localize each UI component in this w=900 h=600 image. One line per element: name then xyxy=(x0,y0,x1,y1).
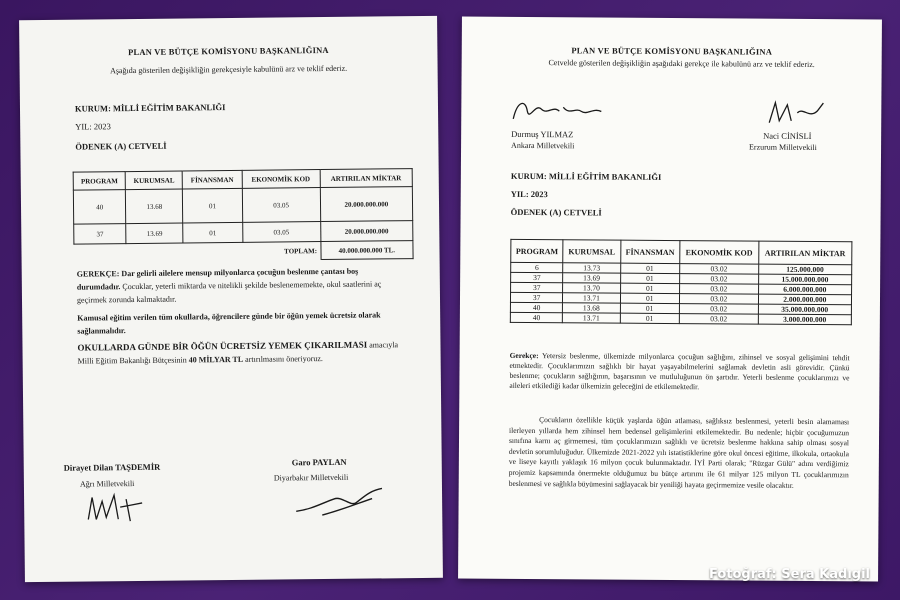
header-cell: EKONOMİK KOD xyxy=(242,170,320,189)
right-paragraph-2: Çocukların özellikle küçük yaşlarda öğün atlaması, sağlıksız beslenmesi, yeterli besin alamaması ilerleyen yıllarda hem zihinsel hem bedensel gelişimlerini etkilemektedir. Bu nedenle; hiçbir çocuğumuzun sınıfına karnı aç girmemesi, tüm çocuklarımızın sağlıklı ve ücretsiz beslenme hakkına sahip olması sosyal devletin sorumluluğudur. Ülkemizde 2021-2022 yılı istatistiklerine göre okul öncesi eğitime, ilkokula, ortaokula ve liseye kayıtlı yaklaşık 16 milyon çocuk bulunmaktadır. İYİ Parti olarak; "Rüzgar Gülü" adını verdiğimiz projemiz kapsamında önermekte olduğumuz bu bütçe artırımı ile 61 milyar 125 milyon TL çocuklarımızın beslenmesi ve sağlıkla büyümesini sağlayacak bir yeniliği hayata geçirmemize vesile olacaktır. xyxy=(508,415,850,490)
table-cell: 03.02 xyxy=(680,264,759,275)
table-cell: 13.68 xyxy=(563,303,620,313)
table-cell: 37 xyxy=(511,272,563,282)
header-cell: KURUMSAL xyxy=(563,240,620,263)
header-cell: KURUMSAL xyxy=(125,171,182,190)
table-cell: 13.70 xyxy=(563,283,620,293)
table-row xyxy=(73,187,412,225)
table-cell: 03.05 xyxy=(242,188,320,223)
right-year: YIL: 2023 xyxy=(510,188,548,200)
signature-image xyxy=(292,480,402,521)
table-cell: 13.68 xyxy=(126,189,183,224)
table-cell: 40 xyxy=(510,312,562,322)
signatory-name: Durmuş YILMAZ xyxy=(511,128,574,140)
table-cell: 01 xyxy=(183,188,243,223)
left-appropriation-table xyxy=(73,168,414,263)
left-commission-title: PLAN VE BÜTÇE KOMİSYONU BAŞKANLIĞINA xyxy=(128,44,329,58)
table-cell: 03.02 xyxy=(679,304,758,315)
left-paragraph-2: Kamusal eğitim verilen tüm okullarda, öğrencilere günde bir öğün yemek ücretsiz olarak sağlanmalıdır. xyxy=(77,310,381,336)
signatory-name: Garo PAYLAN xyxy=(291,456,347,468)
table-cell: 37 xyxy=(74,224,127,245)
right-institution: KURUM: MİLLİ EĞİTİM BAKANLIĞI xyxy=(510,170,662,182)
header-cell: PROGRAM xyxy=(73,172,126,191)
table-cell: 01 xyxy=(620,303,680,313)
table-cell: 40 xyxy=(73,190,126,225)
right-table-heading: ÖDENEK (A) CETVELİ xyxy=(510,206,602,218)
signature-image xyxy=(761,95,831,129)
table-cell: 35.000.000.000 xyxy=(758,304,851,315)
signature-image xyxy=(507,93,607,128)
table-cell: 15.000.000.000 xyxy=(758,274,851,285)
photo-credit: Fotoğraf: Sera Kadıgil xyxy=(708,567,870,582)
header-cell: ARTIRILAN MİKTAR xyxy=(758,241,852,265)
table-cell: 40 xyxy=(510,302,562,312)
table-cell: 03.05 xyxy=(242,222,320,243)
table-cell: 01 xyxy=(620,293,680,303)
right-commission-title: PLAN VE BÜTÇE KOMİSYONU BAŞKANLIĞINA xyxy=(571,45,773,57)
header-cell: PROGRAM xyxy=(511,239,564,262)
header-cell: ARTIRILAN MİKTAR xyxy=(320,169,413,188)
table-header-row xyxy=(511,239,852,264)
total-label: TOPLAM: xyxy=(74,242,321,263)
header-cell: FİNANSMAN xyxy=(182,170,241,189)
total-value: 40.000.000.000 TL. xyxy=(320,241,413,260)
signatory-name: Dirayet Dilan TAŞDEMİR xyxy=(63,461,161,473)
table-cell: 13.71 xyxy=(563,293,620,303)
rationale-rest: Çocuklar, yeterli miktarda ve nitelikli şekilde beslenememekte, okul saatlerini aç geçirmek zorunda kalmaktadır. xyxy=(76,279,382,305)
table-cell: 03.02 xyxy=(679,314,758,325)
table-cell: 3.000.000.000 xyxy=(758,314,851,325)
table-total-row xyxy=(74,241,413,263)
table-cell: 6.000.000.000 xyxy=(758,284,851,295)
table-cell: 6 xyxy=(511,262,563,272)
table-cell: 13.73 xyxy=(563,263,620,273)
rationale-label: Gerekçe: xyxy=(509,350,539,361)
left-intro: Aşağıda gösterilen değişikliğin gerekçesiyle kabulünü arz ve teklif ederiz. xyxy=(110,63,348,76)
right-intro: Cetvelde gösterilen değişikliğin aşağıdaki gerekçe ile kabulünü arz ve teklif ederiz. xyxy=(548,58,815,70)
paragraph3-bold: OKULLARDA GÜNDE BİR ÖĞÜN ÜCRETSİZ YEMEK ÇIKARILMASI xyxy=(77,339,368,353)
table-cell: 2.000.000.000 xyxy=(758,294,851,305)
header-cell: FİNANSMAN xyxy=(620,240,680,263)
table-cell: 125.000.000 xyxy=(758,264,851,275)
header-cell: EKONOMİK KOD xyxy=(680,241,759,265)
right-document xyxy=(458,17,882,582)
left-rationale xyxy=(77,264,397,306)
signatory-location: Erzurum Milletvekili xyxy=(749,142,817,153)
signatory-name: Naci CİNİSLİ xyxy=(763,130,812,141)
left-year: YIL: 2023 xyxy=(75,121,111,132)
table-cell: 01 xyxy=(183,222,242,243)
paragraph3-mid: amacıyla Milli Eğitim Bakanlığı Bütçesinin xyxy=(77,340,399,366)
right-rationale xyxy=(509,351,849,393)
signature-image xyxy=(82,489,152,526)
left-paragraph-3 xyxy=(77,338,402,367)
table-cell: 01 xyxy=(620,313,680,323)
table-cell: 13.69 xyxy=(126,223,183,244)
table-cell: 37 xyxy=(511,282,563,292)
signatory-location: Ankara Milletvekili xyxy=(511,140,575,151)
table-cell: 20.000.000.000 xyxy=(320,221,413,242)
table-cell: 20.000.000.000 xyxy=(320,187,413,222)
table-cell: 01 xyxy=(620,283,680,293)
left-institution: KURUM: MİLLİ EĞİTİM BAKANLIĞI xyxy=(74,102,226,114)
signatory-location: Ağrı Milletvekili xyxy=(79,479,135,489)
table-cell: 01 xyxy=(620,263,680,273)
paragraph3-amount: 40 MİLYAR TL xyxy=(188,354,244,365)
rationale-lead: GEREKÇE: Dar gelirli ailelere mensup milyonlarca çocuğun beslenme çantası boş durumdadır. xyxy=(76,266,359,292)
rationale-text: Yetersiz beslenme, ülkemizde milyonlarca çocuğun sağlığını, zihinsel ve sosyal gelişimini tehdit etmektedir. Çocuklarımızın sağlıklı bir hayat yaşayabilmelerini sağlamak devletin asli görevidir. Çünkü beslenme; çocukların sağlığının, başarısının ve mutluluğunun ön şartıdır. Yeterli beslenme çocuklarımızı ve aileleri etkilediği kadar ülkemizin geleceğini de etkilemektedir. xyxy=(509,351,850,392)
signatory-location: Diyarbakır Milletvekili xyxy=(273,472,349,483)
table-row xyxy=(510,312,851,324)
table-cell: 03.02 xyxy=(680,274,759,285)
table-cell: 01 xyxy=(620,273,680,283)
table-cell: 13.71 xyxy=(563,313,620,323)
paragraph3-end: artırılmasını öneriyoruz. xyxy=(245,354,323,364)
right-appropriation-table xyxy=(510,239,853,325)
left-document xyxy=(19,16,443,582)
left-table-heading: ÖDENEK (A) CETVELİ xyxy=(75,140,167,152)
table-cell: 03.02 xyxy=(679,294,758,305)
table-cell: 03.02 xyxy=(680,284,759,295)
table-cell: 13.69 xyxy=(563,273,620,283)
table-cell: 37 xyxy=(510,292,562,302)
